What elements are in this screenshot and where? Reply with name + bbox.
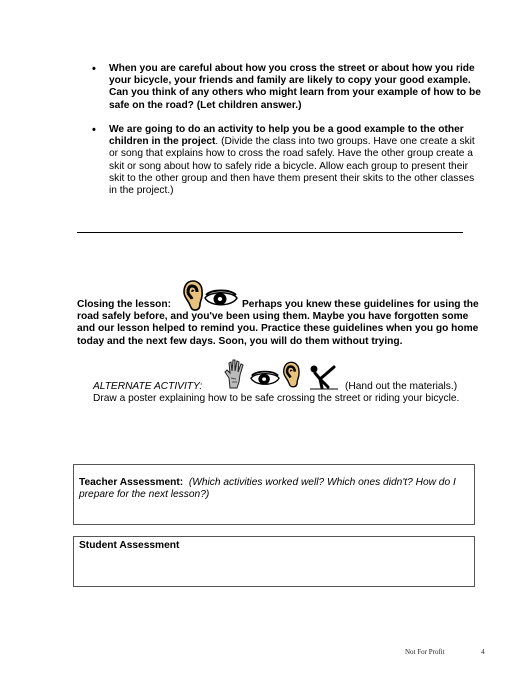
closing-body: Perhaps you knew these guidelines for using the road safely before, and you've been using them. Maybe you have forgotten some and our lesson helped to remind you. Practice these guidelines when you go home today and the next few days. Soon, you will do them without trying. [77, 299, 479, 347]
footer-text: Not For Profit [405, 648, 445, 656]
alternate-label: ALTERNATE ACTIVITY: [93, 381, 203, 392]
body-movement-icon [308, 364, 340, 390]
student-assessment-label: Student Assessment [79, 540, 180, 551]
bullet-1-text: When you are careful about how you cross the street or about how you ride your bicycle, your friends and family are likely to copy your good example. Can you think of any others who might learn from your example of how to be safe on the road? (Let children answer.) [109, 63, 481, 111]
closing-text [77, 299, 481, 348]
alternate-text: Draw a poster explaining how to be safe crossing the street or riding your bicycle. [93, 393, 460, 404]
bullet-2-bold: We are going to do an activity to help you be a good example to the other children in the project [109, 124, 464, 148]
bullet-marker-2: • [92, 124, 96, 136]
teacher-assessment-prompt: (Which activities worked well? Which ones didn't? How do I prepare for the next lesson?) [79, 477, 456, 501]
teacher-assessment-text [79, 477, 471, 501]
bullet-2-text [109, 124, 483, 197]
bullet-marker-1: • [92, 63, 96, 75]
teacher-assessment-label: Teacher Assessment: [79, 477, 184, 488]
ear-icon [282, 360, 304, 390]
bullet-2-normal: . (Divide the class into two groups. Have one create a skit or song that explains how to cross the road safely. Have the other group create a skit or song about how to safely ride a bicycle. Allow each group to present their skit to the other group and then have them present their skits to the other classes in the project.) [109, 136, 475, 197]
closing-label: Closing the lesson: [77, 299, 171, 310]
page-number: 4 [481, 648, 485, 656]
section-divider [77, 232, 463, 233]
hand-icon [223, 358, 247, 390]
alternate-note: (Hand out the materials.) [345, 381, 458, 392]
eye-icon [250, 372, 280, 388]
